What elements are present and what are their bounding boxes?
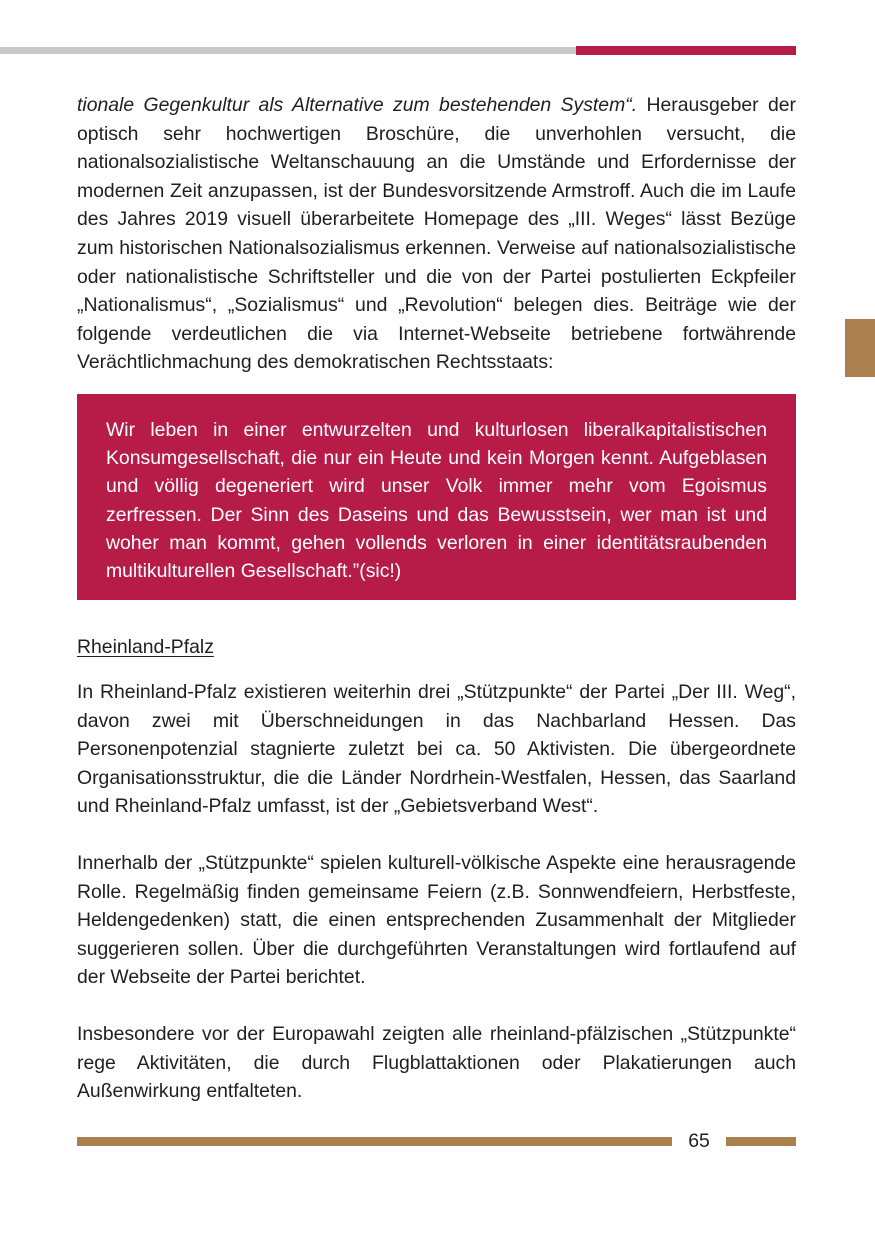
paragraph-text: Insbesondere vor der Europawahl zeigten alle rheinland-pfälzischen „Stützpunkte“ rege Aktivitäten, die durch Flugblattaktionen oder Plakatierungen auch Außenwirkung entfalteten. bbox=[77, 1023, 796, 1103]
page-number: 65 bbox=[688, 1130, 710, 1152]
section-heading: Rheinland-Pfalz bbox=[77, 636, 214, 658]
paragraph bbox=[77, 678, 796, 821]
intro-text: Herausgeber der optisch sehr hochwertigen Broschüre, die unverhohlen versucht, die nationalsozialistische Weltanschauung an die Umstände und Erfordernisse der modernen Zeit anzupassen, ist der Bundesvorsitzende Armstroff. Auch die im Laufe des Jahres 2019 visuell überarbeitete Homepage des „III. Weges“ lässt Bezüge zum historischen Nationalsozialismus erkennen. Verweise auf nationalsozialistische oder nationalistische Schriftsteller und die von der Partei postulierten Eckpfeiler „Nationalismus“, „Sozialismus“ und „Revolution“ belegen dies. Beiträge wie der folgende verdeutlichen die via Internet-Webseite betriebene fortwährende Verächtlichmachung des demokratischen Rechtsstaats: bbox=[77, 94, 797, 374]
chapter-side-tab bbox=[845, 319, 875, 377]
header-rule-accent bbox=[576, 46, 796, 55]
paragraph-text: Innerhalb der „Stützpunkte“ spielen kulturell-völkische Aspekte eine herausragende Rolle. Regelmäßig finden gemeinsame Feiern (z.B. Sonnwendfeiern, Herbstfeste, Heldengedenken) statt, die einen entsprechenden Zusammenhalt der Mitglieder suggerieren sollen. Über die durchgeführten Veranstaltungen wird fortlaufend auf der Webseite der Partei berichtet. bbox=[77, 852, 796, 989]
intro-paragraph bbox=[77, 91, 796, 377]
paragraph bbox=[77, 1020, 796, 1106]
header-rule-grey bbox=[0, 47, 576, 54]
footer-rule-right bbox=[726, 1137, 796, 1146]
highlighted-quote: Wir leben in einer entwurzelten und kulturlosen liberalkapitalistischen Konsumgesellschaft, die nur ein Heute und kein Morgen kennt. Aufgeblasen und völlig degeneriert wird unser Volk immer mehr vom Egoismus zerfressen. Der Sinn des Daseins und das Bewusstsein, wer man ist und woher man kommt, gehen vollends verloren in einer identitätsraubenden multikulturellen Gesellschaft.”(sic!) bbox=[77, 394, 796, 600]
footer-rule-left bbox=[77, 1137, 672, 1146]
intro-italic-lead: tionale Gegenkultur als Alternative zum bestehenden System“. bbox=[77, 94, 638, 116]
paragraph-text: In Rheinland-Pfalz existieren weiterhin drei „Stützpunkte“ der Partei „Der III. Weg“, davon zwei mit Überschneidungen in das Nachbarland Hessen. Das Personenpotenzial stagnierte zuletzt bei ca. 50 Aktivisten. Die übergeordnete Organisationsstruktur, die die Länder Nordrhein-Westfalen, Hessen, das Saarland und Rheinland-Pfalz umfasst, ist der „Gebietsverband West“. bbox=[77, 681, 796, 818]
paragraph bbox=[77, 849, 796, 992]
